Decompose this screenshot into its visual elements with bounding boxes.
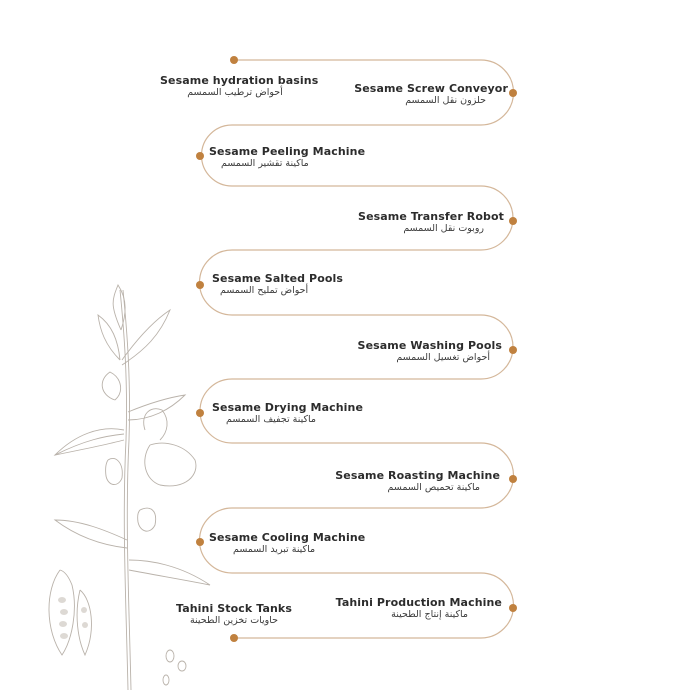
step-3-ar: ماكينة تقشير السمسم (221, 158, 309, 169)
step-6 (340, 339, 502, 364)
step-dot-5 (196, 281, 204, 289)
step-7 (212, 401, 382, 426)
step-10-ar: ماكينة إنتاج الطحينة (391, 609, 468, 620)
step-9-ar: ماكينة تبريد السمسم (233, 544, 316, 555)
step-2-ar: حلزون نقل السمسم (405, 95, 486, 106)
step-5 (212, 272, 382, 297)
step-9-en: Sesame Cooling Machine (209, 531, 366, 544)
step-1-en: Sesame hydration basins (160, 74, 319, 87)
step-dot-7 (196, 409, 204, 417)
step-2 (340, 82, 508, 107)
step-7-ar: ماكينة تجفيف السمسم (226, 414, 316, 425)
step-6-en: Sesame Washing Pools (357, 339, 502, 352)
step-dot-4 (509, 217, 517, 225)
step-5-ar: أحواض تمليح السمسم (220, 285, 309, 296)
step-9 (209, 531, 379, 556)
step-11-ar: حاويات تخزين الطحينة (189, 615, 279, 626)
step-1-ar: أحواض ترطيب السمسم (187, 87, 283, 98)
step-5-en: Sesame Salted Pools (212, 272, 344, 285)
step-3-en: Sesame Peeling Machine (209, 145, 366, 158)
step-2-en: Sesame Screw Conveyor (354, 82, 508, 95)
step-dot-3 (196, 152, 204, 160)
step-7-en: Sesame Drying Machine (212, 401, 364, 414)
step-6-ar: أحواض تغسيل السمسم (396, 352, 490, 363)
step-dot-10 (509, 604, 517, 612)
step-dot-6 (509, 346, 517, 354)
step-4 (340, 210, 504, 235)
step-dot-8 (509, 475, 517, 483)
step-11 (170, 602, 298, 627)
step-10 (330, 596, 502, 621)
step-dot-9 (196, 538, 204, 546)
step-8-ar: ماكينة تحميص السمسم (387, 482, 480, 493)
step-4-ar: روبوت نقل السمسم (403, 223, 484, 234)
step-dot-11 (230, 634, 238, 642)
step-dot-1 (230, 56, 238, 64)
step-4-en: Sesame Transfer Robot (358, 210, 504, 223)
step-dot-2 (509, 89, 517, 97)
step-3 (209, 145, 379, 170)
step-8-en: Sesame Roasting Machine (335, 469, 500, 482)
step-1 (160, 74, 319, 99)
step-10-en: Tahini Production Machine (335, 596, 502, 609)
step-8 (330, 469, 500, 494)
step-11-en: Tahini Stock Tanks (176, 602, 292, 615)
